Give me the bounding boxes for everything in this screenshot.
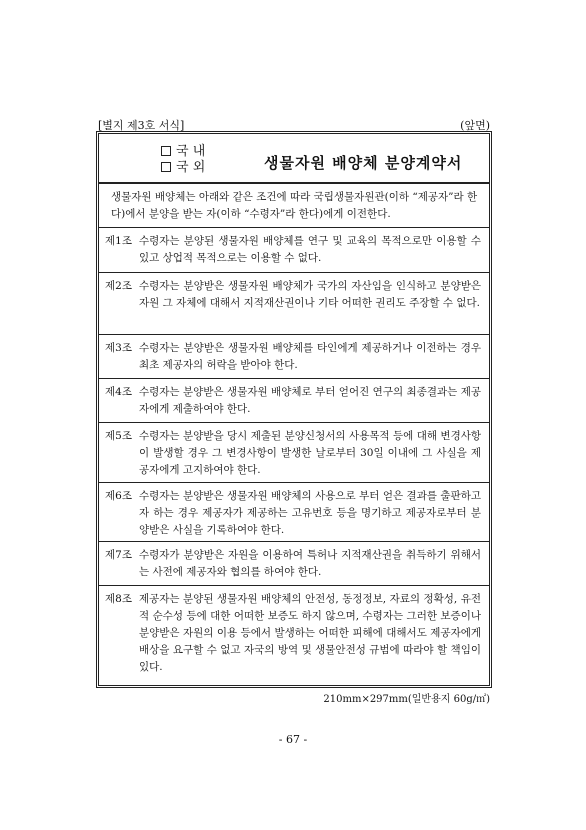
article-text: 수령자는 분양받은 생물자원 배양체를 타인에게 제공하거나 이전하는 경우 최초 제공자의 허락을 받아야 한다. — [139, 342, 481, 371]
side-label: (앞면) — [460, 119, 490, 132]
paper-size-note: 210mm×297mm(일반용지 60g/㎡) — [323, 694, 490, 705]
article-number: 제8조 — [105, 593, 132, 605]
checkbox-overseas[interactable] — [161, 160, 205, 176]
article-number: 제7조 — [105, 549, 132, 561]
article-text: 수령자는 분양받을 당시 제출된 분양신청서의 사용목적 등에 대해 변경사항이 발생할 경우 그 변경사항이 발생한 날로부터 30일 이내에 그 사실을 제공자에게 고지하여야 한다. — [139, 430, 481, 476]
article-text: 제공자는 분양된 생물자원 배양체의 안전성, 동정정보, 자료의 정확성, 유전적 순수성 등에 대한 어떠한 보증도 하지 않으며, 수령자는 그러한 보증이나 분양받은 자원의 이용 등에서 발생하는 어떠한 피해에 대해서도 제공자에게 배상을 요구할 수 없고 자국의 방역 및 생물안전성 규범에 따라야 할 책임이 있다. — [139, 593, 481, 673]
article-1 — [99, 228, 489, 273]
scope-checkboxes — [161, 144, 205, 176]
page-number: - 67 - — [278, 733, 308, 746]
checkbox-icon[interactable] — [161, 162, 171, 172]
article-text: 수령자는 분양받은 생물자원 배양체의 사용으로 부터 얻은 결과를 출판하고자 하는 경우 제공자가 제공하는 고유번호 등을 명기하고 제공자로부터 분양받은 사실을 기록하여야 한다. — [139, 490, 481, 536]
intro-paragraph: 생물자원 배양체는 아래와 같은 조건에 따라 국립생물자원관(이하 “제공자”라 한다)에서 분양을 받는 자(이하 “수령자”라 한다)에게 이전한다. — [99, 184, 489, 228]
article-7 — [99, 542, 489, 586]
article-5 — [99, 423, 489, 483]
form-label: [별지 제3호 서식] — [98, 119, 185, 132]
checkbox-domestic[interactable] — [161, 144, 205, 160]
article-number: 제5조 — [105, 430, 132, 442]
article-8 — [99, 586, 489, 685]
form-title: 생물자원 배양체 분양계약서 — [264, 154, 463, 172]
form-top-row — [98, 117, 490, 131]
article-2 — [99, 273, 489, 335]
article-number: 제2조 — [105, 280, 132, 292]
article-6 — [99, 483, 489, 542]
article-text: 수령자는 분양된 생물자원 배양체를 연구 및 교육의 목적으로만 이용할 수 있고 상업적 목적으로는 이용할 수 없다. — [139, 235, 481, 264]
article-text: 수령자는 분양받은 생물자원 배양체가 국가의 자산임을 인식하고 분양받은 자원 그 자체에 대해서 지적재산권이나 기타 어떠한 권리도 주장할 수 없다. — [139, 280, 481, 309]
checkbox-icon[interactable] — [161, 146, 171, 156]
article-number: 제4조 — [105, 386, 132, 398]
article-text: 수령자는 분양받은 생물자원 배양체로 부터 얻어진 연구의 최종결과는 제공자에게 제출하여야 한다. — [139, 386, 481, 415]
article-3 — [99, 335, 489, 379]
article-number: 제3조 — [105, 342, 132, 354]
article-4 — [99, 379, 489, 423]
checkbox-domestic-label: 국 내 — [176, 144, 206, 159]
checkbox-overseas-label: 국 외 — [176, 160, 206, 175]
article-number: 제1조 — [105, 235, 132, 247]
contract-form — [98, 133, 490, 686]
article-text: 수령자가 분양받은 자원을 이용하여 특허나 지적재산권을 취득하기 위해서는 사전에 제공자와 협의를 하여야 한다. — [139, 549, 481, 578]
form-header — [99, 134, 489, 184]
article-number: 제6조 — [105, 490, 132, 502]
